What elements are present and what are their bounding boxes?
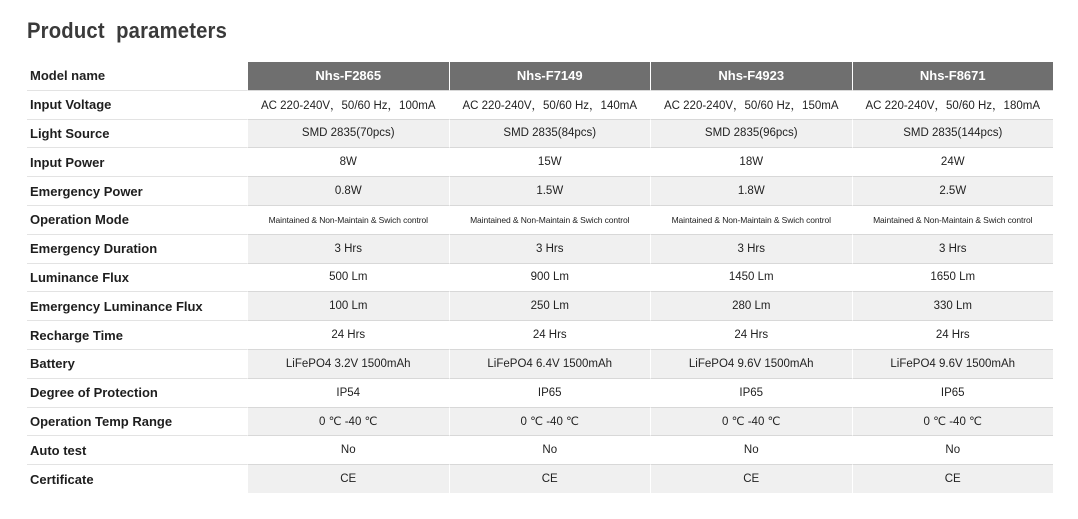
row-label: Degree of Protection — [27, 378, 247, 407]
table-cell: 0.8W — [247, 176, 449, 205]
table-cell: Maintained & Non-Maintain & Swich control — [852, 205, 1054, 234]
row-label: Operation Mode — [27, 205, 247, 234]
table-cell: 0 ℃ -40 ℃ — [650, 407, 852, 436]
table-cell: 1.8W — [650, 176, 852, 205]
row-label: Emergency Duration — [27, 234, 247, 263]
table-row — [27, 176, 1053, 205]
table-cell: LiFePO4 6.4V 1500mAh — [449, 349, 651, 378]
table-row — [27, 407, 1053, 436]
table-cell: No — [650, 435, 852, 464]
table-cell: CE — [650, 464, 852, 493]
table-cell: 3 Hrs — [449, 234, 651, 263]
table-cell: LiFePO4 9.6V 1500mAh — [852, 349, 1054, 378]
row-label: Recharge Time — [27, 320, 247, 349]
table-cell: No — [449, 435, 651, 464]
table-cell: 24 Hrs — [852, 320, 1054, 349]
table-cell: AC 220-240V，50/60 Hz，140mA — [449, 90, 651, 119]
header-row — [27, 62, 1053, 90]
model-header: Nhs-F4923 — [650, 62, 852, 90]
table-row — [27, 234, 1053, 263]
table-row — [27, 320, 1053, 349]
table-cell: 3 Hrs — [247, 234, 449, 263]
row-label: Emergency Luminance Flux — [27, 291, 247, 320]
table-cell: 100 Lm — [247, 291, 449, 320]
model-header: Nhs-F8671 — [852, 62, 1054, 90]
row-label: Auto test — [27, 435, 247, 464]
table-cell: 250 Lm — [449, 291, 651, 320]
table-row — [27, 349, 1053, 378]
table-cell: IP65 — [852, 378, 1054, 407]
row-label: Input Voltage — [27, 90, 247, 119]
table-cell: 900 Lm — [449, 263, 651, 292]
table-cell: SMD 2835(96pcs) — [650, 119, 852, 148]
table-cell: No — [247, 435, 449, 464]
table-cell: 24 Hrs — [449, 320, 651, 349]
table-row — [27, 90, 1053, 119]
table-cell: 18W — [650, 147, 852, 176]
table-cell: AC 220-240V，50/60 Hz，100mA — [247, 90, 449, 119]
table-cell: AC 220-240V，50/60 Hz，150mA — [650, 90, 852, 119]
model-header: Nhs-F2865 — [247, 62, 449, 90]
table-row — [27, 205, 1053, 234]
table-cell: 3 Hrs — [852, 234, 1054, 263]
row-label: Certificate — [27, 464, 247, 493]
table-cell: CE — [247, 464, 449, 493]
table-cell: 8W — [247, 147, 449, 176]
table-row — [27, 147, 1053, 176]
table-cell: 0 ℃ -40 ℃ — [247, 407, 449, 436]
table-row — [27, 263, 1053, 292]
row-label: Operation Temp Range — [27, 407, 247, 436]
table-cell: Maintained & Non-Maintain & Swich control — [247, 205, 449, 234]
table-cell: 24 Hrs — [650, 320, 852, 349]
table-cell: 15W — [449, 147, 651, 176]
table-row — [27, 119, 1053, 148]
table-cell: LiFePO4 3.2V 1500mAh — [247, 349, 449, 378]
table-cell: IP54 — [247, 378, 449, 407]
model-header: Nhs-F7149 — [449, 62, 651, 90]
header-label: Model name — [27, 62, 247, 90]
table-cell: 1.5W — [449, 176, 651, 205]
table-cell: SMD 2835(84pcs) — [449, 119, 651, 148]
table-row — [27, 435, 1053, 464]
row-label: Light Source — [27, 119, 247, 148]
table-cell: 3 Hrs — [650, 234, 852, 263]
table-cell: CE — [449, 464, 651, 493]
table-cell: IP65 — [650, 378, 852, 407]
table-cell: 24 Hrs — [247, 320, 449, 349]
table-cell: 0 ℃ -40 ℃ — [852, 407, 1054, 436]
table-cell: 280 Lm — [650, 291, 852, 320]
row-label: Emergency Power — [27, 176, 247, 205]
table-cell: 330 Lm — [852, 291, 1054, 320]
table-cell: 500 Lm — [247, 263, 449, 292]
table-cell: 24W — [852, 147, 1054, 176]
table-cell: AC 220-240V，50/60 Hz，180mA — [852, 90, 1054, 119]
table-cell: 2.5W — [852, 176, 1054, 205]
row-label: Battery — [27, 349, 247, 378]
row-label: Input Power — [27, 147, 247, 176]
table-row — [27, 464, 1053, 493]
table-cell: Maintained & Non-Maintain & Swich control — [650, 205, 852, 234]
table-cell: SMD 2835(144pcs) — [852, 119, 1054, 148]
table-cell: 0 ℃ -40 ℃ — [449, 407, 651, 436]
table-cell: 1650 Lm — [852, 263, 1054, 292]
table-cell: No — [852, 435, 1054, 464]
product-parameters-table — [27, 62, 1053, 493]
table-row — [27, 378, 1053, 407]
table-row — [27, 291, 1053, 320]
table-cell: 1450 Lm — [650, 263, 852, 292]
page-title: Product parameters — [27, 18, 228, 43]
table-cell: IP65 — [449, 378, 651, 407]
table-cell: CE — [852, 464, 1054, 493]
table-cell: SMD 2835(70pcs) — [247, 119, 449, 148]
row-label: Luminance Flux — [27, 263, 247, 292]
table-cell: LiFePO4 9.6V 1500mAh — [650, 349, 852, 378]
table-cell: Maintained & Non-Maintain & Swich control — [449, 205, 651, 234]
